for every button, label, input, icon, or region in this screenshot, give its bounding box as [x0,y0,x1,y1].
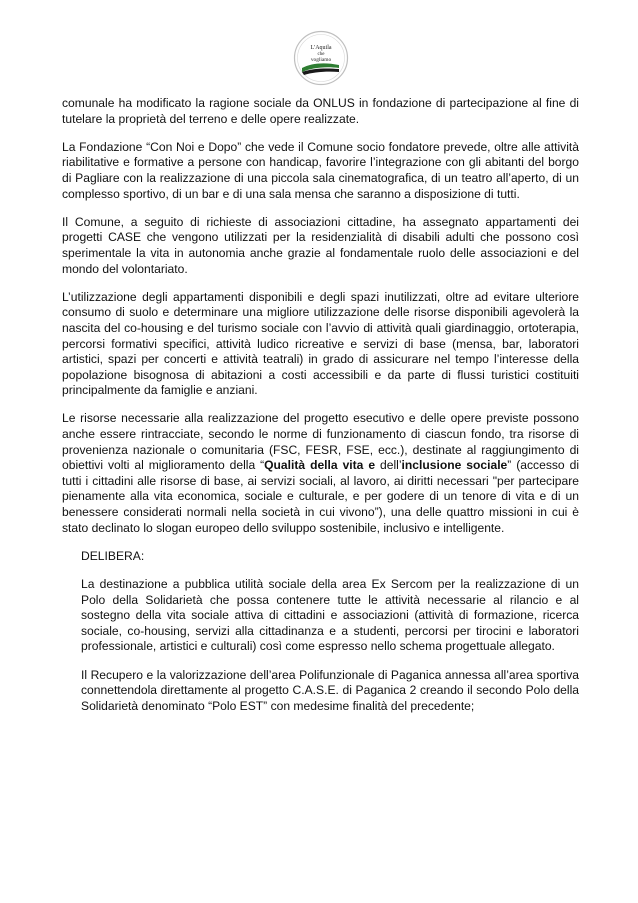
delibera-item-paganica: Il Recupero e la valorizzazione dell’area Polifunzionale di Paganica annessa all’area sportiva connettendola direttamente al progetto C.A.S.E. di Paganica 2 creando il secondo Polo della Solidarietà denominato “Polo EST” con medesime finalità del precedente; [81,667,579,713]
paragraph-fondazione: La Fondazione “Con Noi e Dopo” che vede il Comune socio fondatore prevede, oltre alle attività riabilitative e formative a persone con handicap, favorire l’integrazione con gli abitanti del borgo di Pagliare con la realizzazione di una piccola sala cinematografica, di un teatro all’aperto, di un complesso sportivo, di un bar e di una sala mensa che saranno a disposizione di tutti. [62,139,579,201]
risorse-bold-inclusione: inclusione sociale [401,458,508,473]
document-body [62,96,579,727]
logo-line-3: vogliamo [310,57,332,63]
logo-line-1: L'Aquila [310,45,332,51]
organization-logo [293,30,349,86]
delibera-heading: DELIBERA: [81,548,145,563]
paragraph-risorse [62,411,579,536]
risorse-text-c: dell’ [375,458,402,473]
paragraph-utilizzazione: L’utilizzazione degli appartamenti disponibili e degli spazi inutilizzati, oltre ad evitare ulteriore consumo di suolo e determinare una migliore utilizzazione delle risorse disponibili agevolerà la nascita del co-housing e del turismo sociale con l’avvio di attività quali giardinaggio, ortoterapia, percorsi formativi specifici, attività ludico ricreative e servizi di base (mensa, bar, laboratori artistici, spazi per concerti e attività teatrali) in grado di assicurare nel tempo l’interesse della popolazione bisognosa di abitazioni a costi accessibili e da parte di flussi turistici costituiti principalmente da famiglie e anziani. [62,289,579,398]
paragraph-ragione-sociale: comunale ha modificato la ragione sociale da ONLUS in fondazione di partecipazione al fine di tutelare la proprietà del terreno e delle opere realizzate. [62,96,579,126]
paragraph-progetti-case: Il Comune, a seguito di richieste di associazioni cittadine, ha assegnato appartamenti dei progetti CASE che vengono utilizzati per la residenzialità di disabili adulti che possono così sperimentale la vita in autonomia anche grazie al fondamentale ruolo delle associazioni e del mondo del volontariato. [62,214,579,276]
delibera-item-sercom: La destinazione a pubblica utilità sociale della area Ex Sercom per la realizzazione di un Polo della Solidarietà che possa contenere tutte le attività necessarie al rilancio e al sostegno della vita sociale attiva di cittadini e associazioni (attività di formazione, ricerca sociale, co-housing, servizi alla cittadinanza e a studenti, percorsi per tirocini e laboratori professionale, artistici e culturali) così come espresso nello schema progettuale allegato. [81,577,579,654]
risorse-text-a: Le risorse necessarie alla realizzazione del progetto esecutivo e delle opere previste possono anche essere rintracciate, secondo le norme di funzionamento di ciascun fondo, tra risorse di provenienza nazionale o comunitaria (FSC, FESR, FSE, ecc.), destinate al raggiungimento di obiettivi volti al miglioramento della “ [62,411,579,473]
risorse-bold-qualita: Qualità della vita e [264,458,376,473]
logo-line-2: che [317,52,325,57]
risorse-text-d: ” (accesso di tutti i cittadini alle risorse di base, ai servizi sociali, al lavoro, ai diritti necessari "per partecipare pienamente alla vita economica, sociale e culturale, e per godere di un tenore di vita e di un benessere considerati normali nella società in cui vivono”), una delle quattro missioni in cui è stato declinato lo slogan europeo dello sviluppo sostenibile, inclusivo e intelligente. [62,458,580,535]
